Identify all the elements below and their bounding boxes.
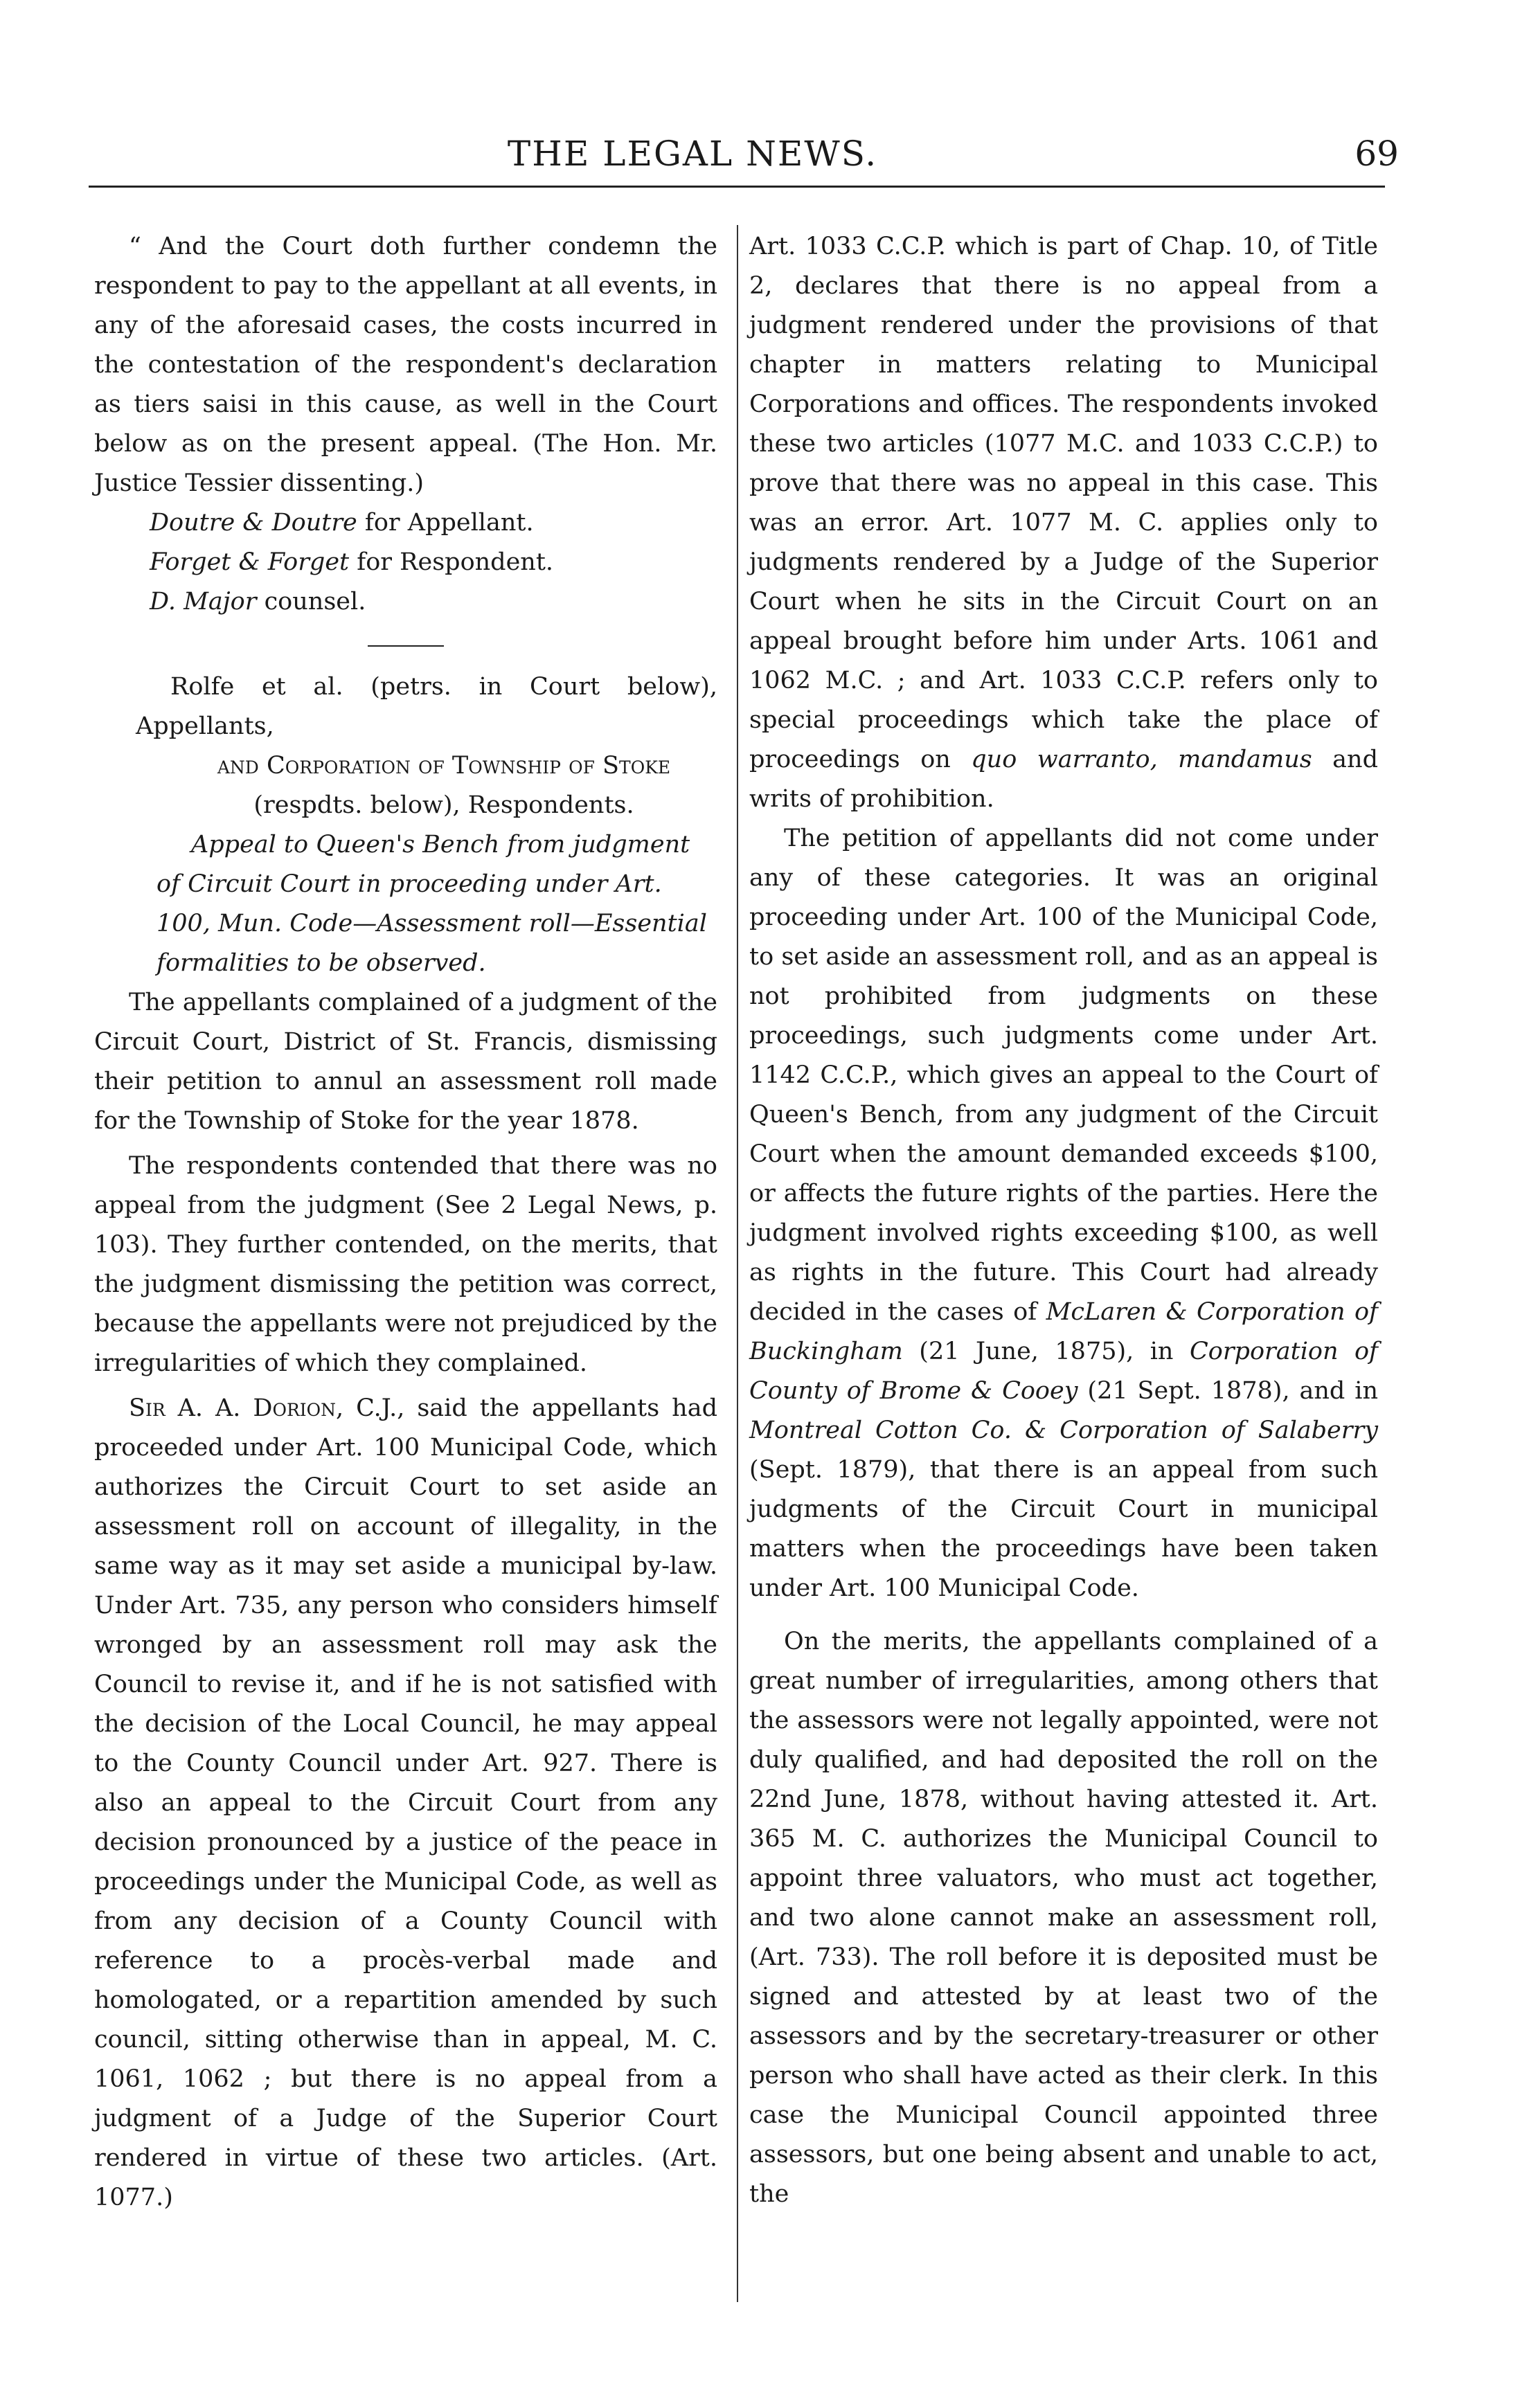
counsel-role: for Respondent.: [349, 548, 554, 576]
counsel-names: D. Major: [150, 588, 257, 616]
counsel-role: counsel.: [256, 588, 366, 616]
petition-paragraph: [749, 819, 1378, 1608]
paragraph-text: (21 June, 1875), in: [902, 1338, 1190, 1365]
writ-names: quo warranto, mandamus: [971, 746, 1312, 773]
paragraph-text: (21 Sept. 1878), and in: [1078, 1377, 1378, 1405]
case-title-respondent-role: (respdts. below), Respondents.: [253, 791, 634, 819]
opinion-text: said the appellants had proceeded under Art. 100 Municipal Code, which authorizes the Circuit Court to set aside an assessment roll on account of illegality, in the same way as it may set aside a municipal by-law. Under Art. 735, any person who considers himself wronged by an assessment roll may ask the Council to revise it, and if he is not satisfied with the decision of the Local Council, he may appeal to the County Council under Art. 927. There is also an appeal to the Circuit Court from any decision pronounced by a justice of the peace in proceedings under the Municipal Code, as well as from any decision of a County Council with reference to a procès-verbal made and homologated, or a repartition amended by such council, sitting otherwise than in appeal, M. C. 1061, 1062 ; but there is no appeal from a judgment of a Judge of the Superior Court rendered in virtue of these two articles. (Art. 1077.): [94, 1394, 717, 2211]
column-divider: [737, 225, 738, 2302]
counsel-line-respondent: [94, 543, 717, 582]
paragraph-text: The petition of appellants did not come under any of these categories. It was an original proceeding under Art. 100 of the Municipal Code, to set aside an assessment roll, and as an appeal is not prohibited from judgments on these proceedings, such judgments come under Art. 1142 C.C.P., which gives an appeal to the Court of Queen's Bench, from any judgment of the Circuit Court when the amount demanded exceeds $100, or affects the future rights of the parties. Here the judgment involved rights exceeding $100, as well as rights in the future. This Court had already decided in the cases of: [749, 825, 1378, 1326]
counsel-line-appellant: [94, 503, 717, 543]
respondents-paragraph: The respondents contended that there was no appeal from the judgment (See 2 Legal News, p. 103). They further contended, on the merits, that the judgment dismissing the petition was correct, because the appellants were not prejudiced by the irregularities of which they complained.: [94, 1152, 717, 1377]
appellants-paragraph: The appellants complained of a judgment of the Circuit Court, District of St. Francis, dismissing their petition to annul an assessment roll made for the Township of Stoke for the year 1878.: [94, 989, 717, 1135]
case-title-parties-respondent: and Corporation of Township of Stoke: [217, 752, 671, 780]
right-column: [749, 227, 1378, 2214]
left-column: [94, 227, 717, 2218]
case-title-parties-appellant: Rolfe et al. (petrs. in Court below), Appellants,: [136, 673, 717, 740]
merits-paragraph: On the merits, the appellants complained of a great number of irregularities, among others that the assessors were not legally appointed, were not duly qualified, and had deposited the roll on the 22nd June, 1878, without having attested it. Art. 365 M. C. authorizes the Municipal Council to appoint three valuators, who must act together, and two alone cannot make an assessment roll, (Art. 733). The roll before it is deposited must be signed and attested by at least two of the assessors and by the secretary-treasurer or other person who shall have acted as their clerk. In this case the Municipal Council appointed three assessors, but one being absent and unable to act, the: [749, 1628, 1378, 2208]
headnote: Appeal to Queen's Bench from judgment of Circuit Court in proceeding under Art. 100, Mun. Code—Assessment roll—Essential formalities to be observed.: [157, 831, 707, 977]
case-citation: McLaren & Corporation of Buckingham: [749, 1298, 1378, 1365]
counsel-names: Doutre & Doutre: [150, 509, 357, 537]
counsel-line-counsel: [94, 582, 717, 622]
case-citation: Corporation of County of Brome & Cooey: [749, 1338, 1379, 1405]
case-title: [94, 667, 717, 825]
judge-name: Sir A. A. Dorion, C.J.,: [129, 1394, 405, 1422]
dorion-opinion-paragraph: [94, 1389, 717, 2218]
header-rule: [89, 186, 1385, 188]
page-number: 69: [1354, 134, 1399, 174]
counsel-names: Forget & Forget: [150, 548, 350, 576]
running-title: THE LEGAL NEWS.: [507, 134, 878, 174]
counsel-role: for Appellant.: [357, 509, 534, 537]
section-separator: [368, 645, 444, 647]
art-1033-paragraph: [749, 227, 1378, 819]
case-citation: Montreal Cotton Co. & Corporation of Salaberry: [749, 1417, 1378, 1444]
paragraph-text: Art. 1033 C.C.P. which is part of Chap. 10, of Title 2, declares that there is no appeal from a judgment rendered under the provisions of that chapter in matters relating to Municipal Corporations and offices. The respondents invoked these two articles (1077 M.C. and 1033 C.C.P.) to prove that there was no appeal in this case. This was an error. Art. 1077 M. C. applies only to judgments rendered by a Judge of the Superior Court when he sits in the Circuit Court on an appeal brought before him under Arts. 1061 and 1062 M.C. ; and Art. 1033 C.C.P. refers only to special proceedings which take the place of proceedings on: [749, 233, 1378, 773]
paragraph-text: (Sept. 1879), that there is an appeal from such judgments of the Circuit Court in municipal matters when the proceedings have been taken under Art. 100 Municipal Code.: [749, 1456, 1378, 1602]
judgment-tail-paragraph: “ And the Court doth further condemn the respondent to pay to the appellant at all events, in any of the aforesaid cases, the costs incurred in the contestation of the respondent's declaration as tiers saisi in this cause, as well in the Court below as on the present appeal. (The Hon. Mr. Justice Tessier dissenting.): [94, 233, 717, 497]
paragraph-text-end: and writs of prohibition.: [749, 746, 1378, 813]
